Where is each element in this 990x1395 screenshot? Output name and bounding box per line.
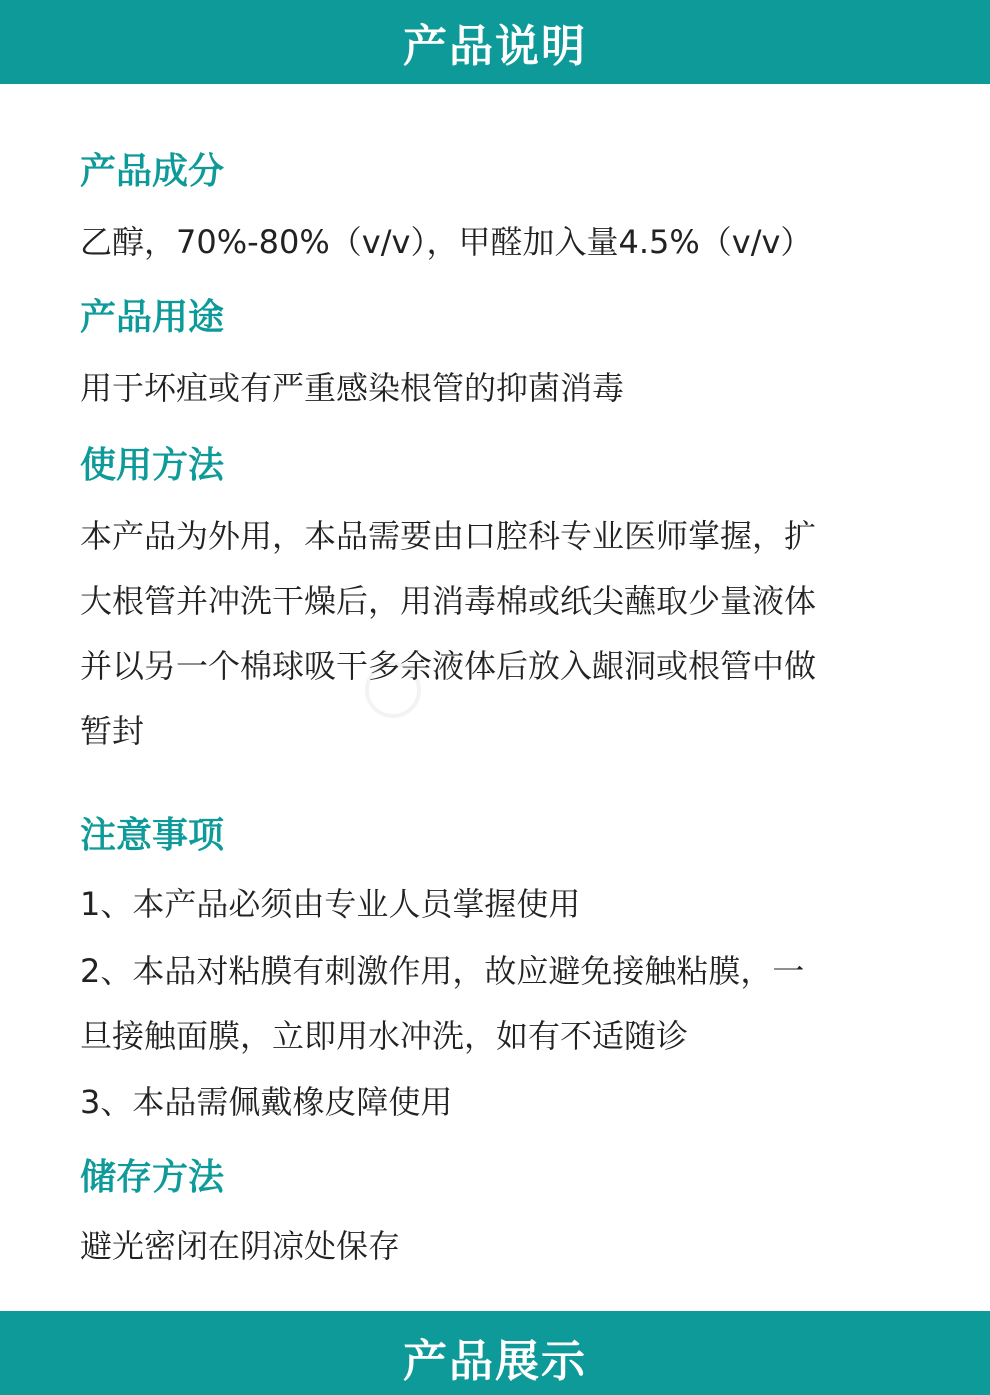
section-heading-usage: 产品用途 xyxy=(80,297,225,338)
page-title: 产品说明 xyxy=(403,21,587,72)
section-title-display: 产品展示 xyxy=(403,1336,587,1387)
method-line: 大根管并冲洗干燥后，用消毒棉或纸尖蘸取少量液体 xyxy=(80,582,817,620)
method-line: 并以另一个棉球吸干多余液体后放入龈洞或根管中做 xyxy=(80,647,817,685)
notes-line: 1、本产品必须由专业人员掌握使用 xyxy=(80,885,581,923)
notes-line: 3、本品需佩戴橡皮障使用 xyxy=(80,1083,453,1121)
footer-banner xyxy=(0,1311,990,1395)
header-banner xyxy=(0,0,990,84)
storage-text: 避光密闭在阴凉处保存 xyxy=(80,1227,401,1265)
notes-line: 旦接触面膜，立即用水冲洗，如有不适随诊 xyxy=(80,1017,689,1055)
usage-text: 用于坏疽或有严重感染根管的抑菌消毒 xyxy=(80,369,625,407)
notes-line: 2、本品对粘膜有刺激作用，故应避免接触粘膜，一 xyxy=(80,952,805,990)
section-heading-method: 使用方法 xyxy=(80,445,225,486)
method-line: 暂封 xyxy=(80,712,145,750)
section-heading-ingredients: 产品成分 xyxy=(80,151,225,192)
ingredients-text: 乙醇，70%-80%（v/v），甲醛加入量4.5%（v/v） xyxy=(80,223,813,261)
method-line: 本产品为外用，本品需要由口腔科专业医师掌握，扩 xyxy=(80,517,817,555)
section-heading-notes: 注意事项 xyxy=(80,815,225,856)
section-heading-storage: 储存方法 xyxy=(80,1157,225,1198)
